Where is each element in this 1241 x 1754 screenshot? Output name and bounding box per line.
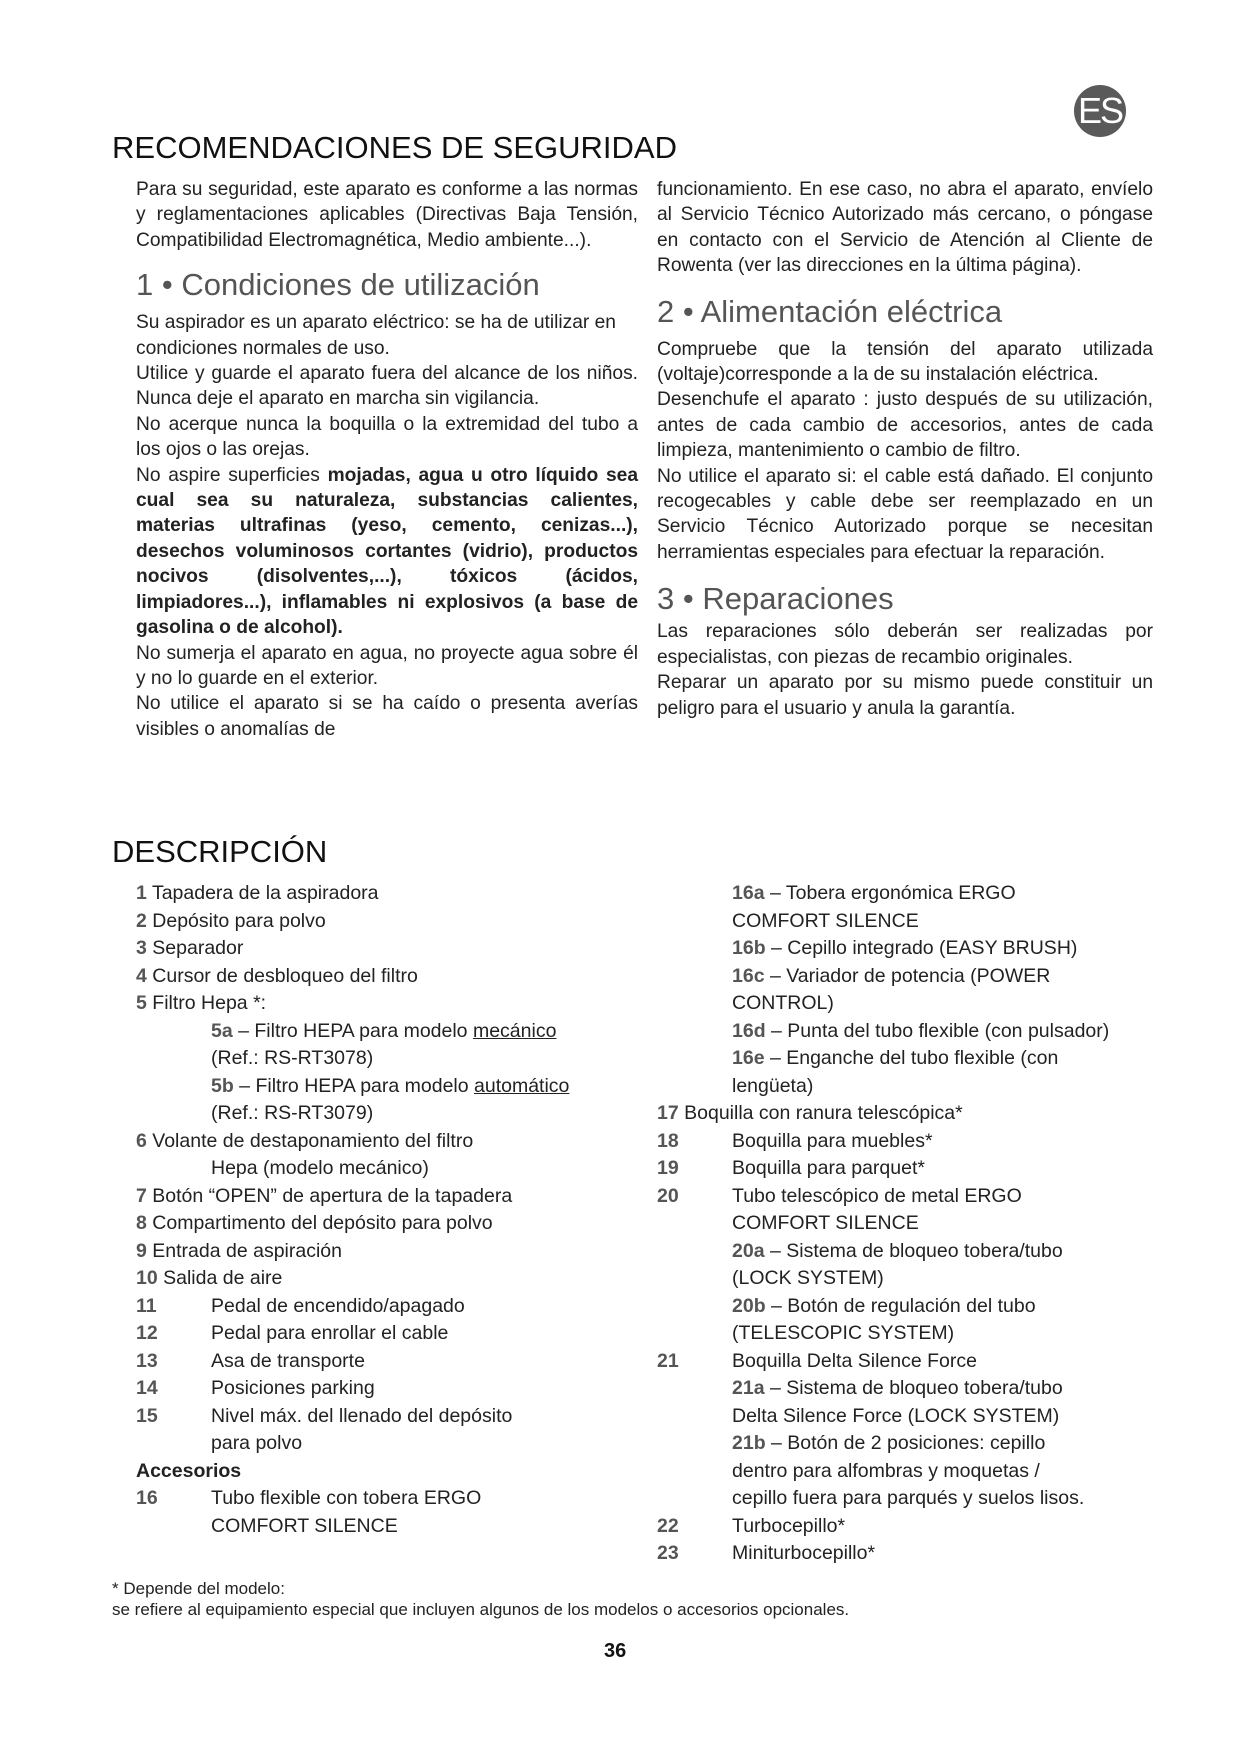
footnote-line-2: se refiere al equipamiento especial que incluyen algunos de los modelos o accesorios opcionales. <box>112 1600 850 1619</box>
list-item: 23 Miniturbocepillo* <box>657 1542 876 1564</box>
list-item: (TELESCOPIC SYSTEM) <box>732 1322 955 1344</box>
sec1-paragraph-3: No acerque nunca la boquilla o la extremidad del tubo a los ojos o las orejas. <box>136 413 638 461</box>
safety-left-column <box>136 177 638 742</box>
list-item: (Ref.: RS-RT3079) <box>211 1102 374 1124</box>
list-item: 16c – Variador de potencia (POWER <box>732 964 1051 987</box>
sec2-paragraph-1: Compruebe que la tensión del aparato utilizada (voltaje)corresponde a la de su instalación eléctrica. <box>657 338 1153 386</box>
description-heading: DESCRIPCIÓN <box>112 834 328 869</box>
parts-list-right <box>657 880 1177 1568</box>
list-item: para polvo <box>211 1432 303 1454</box>
sec2-paragraph-2: Desenchufe el aparato : justo después de su utilización, antes de cada cambio de accesorios, antes de cada limpieza, mantenimiento o cambio de filtro. <box>657 389 1153 462</box>
sec1-paragraph-6: No utilice el aparato si se ha caído o presenta averías visibles o anomalías de <box>136 693 638 740</box>
list-item: cepillo fuera para parqués y suelos lisos. <box>732 1487 1085 1509</box>
list-item: 4 Cursor de desbloqueo del filtro <box>136 964 418 987</box>
list-item: 14 Posiciones parking <box>136 1377 375 1399</box>
list-item: 21a – Sistema de bloqueo tobera/tubo <box>732 1377 1063 1399</box>
list-item: 5b – Filtro HEPA para modelo automático <box>211 1074 570 1097</box>
list-item: dentro para alfombras y moquetas / <box>732 1459 1040 1482</box>
sec2-paragraph-3: No utilice el aparato si: el cable está dañado. El conjunto recogecables y cable debe ser reemplazado en un Servicio Técnico Autorizado porque se necesitan herramientas especiales para efectuar la reparación. <box>657 465 1153 563</box>
footnote <box>112 1578 849 1620</box>
list-item: 19 Boquilla para parquet* <box>657 1157 925 1179</box>
list-item: 18 Boquilla para muebles* <box>657 1129 933 1152</box>
list-item: 9 Entrada de aspiración <box>136 1239 342 1262</box>
language-badge: ES <box>1074 85 1126 137</box>
parts-list-left <box>136 880 636 1540</box>
sec1-p4-bold: mojadas, agua u otro líquido sea cual sea su naturaleza, substancias calientes, materias ultrafinas (yeso, cemento, cenizas...), desechos voluminosos cortantes (vidrio), productos nocivos (disolventes,...), tóxicos (ácidos, limpiadores...), inflamables ni explosivos (a base de gasolina o de alcohol). <box>136 464 638 639</box>
sec3-paragraph-1: Las reparaciones sólo deberán ser realizadas por especialistas, con piezas de recambio originales. <box>657 621 1153 668</box>
list-item: 6 Volante de destaponamiento del filtro <box>136 1129 474 1152</box>
list-item: 16 Tubo flexible con tobera ERGO <box>136 1487 482 1509</box>
safety-heading: RECOMENDACIONES DE SEGURIDAD <box>112 130 677 165</box>
page-number: 36 <box>604 1640 627 1662</box>
sec1-paragraph-6-continued: funcionamiento. En ese caso, no abra el aparato, envíelo al Servicio Técnico Autorizado más cercano, o póngase en contacto con el Servicio de Atención al Cliente de Rowenta (ver las direcciones en la última página). <box>657 179 1153 277</box>
list-item: 21 Boquilla Delta Silence Force <box>657 1349 977 1372</box>
list-item: 12 Pedal para enrollar el cable <box>136 1322 449 1344</box>
list-item: 15 Nivel máx. del llenado del depósito <box>136 1404 513 1427</box>
list-item: 1 Tapadera de la aspiradora <box>136 882 379 904</box>
list-item: 13 Asa de transporte <box>136 1349 365 1372</box>
sec1-paragraph-4 <box>136 463 638 641</box>
list-item: 5a – Filtro HEPA para modelo mecánico <box>211 1019 557 1042</box>
list-item: 16e – Enganche del tubo flexible (con <box>732 1047 1059 1069</box>
list-item: lengüeta) <box>732 1074 814 1097</box>
list-item: (LOCK SYSTEM) <box>732 1267 884 1289</box>
list-item: 17 Boquilla con ranura telescópica* <box>657 1102 963 1124</box>
list-item: 3 Separador <box>136 937 244 959</box>
sec1-paragraph-1: Su aspirador es un aparato eléctrico: se ha de utilizar en condiciones normales de uso. <box>136 312 616 359</box>
sec1-paragraph-2: Utilice y guarde el aparato fuera del alcance de los niños. Nunca deje el aparato en marcha sin vigilancia. <box>136 363 638 410</box>
list-item: 20a – Sistema de bloqueo tobera/tubo <box>732 1239 1063 1262</box>
list-item: 11 Pedal de encendido/apagado <box>136 1294 465 1317</box>
list-item: 8 Compartimento del depósito para polvo <box>136 1212 493 1234</box>
list-item: 20b – Botón de regulación del tubo <box>732 1294 1036 1317</box>
list-item: 16b – Cepillo integrado (EASY BRUSH) <box>732 937 1078 959</box>
intro-paragraph: Para su seguridad, este aparato es conforme a las normas y reglamentaciones aplicables (Directivas Baja Tensión, Compatibilidad Electromagnética, Medio ambiente...). <box>136 179 638 251</box>
safety-right-column <box>657 177 1153 721</box>
list-item: 10 Salida de aire <box>136 1267 283 1289</box>
list-item: CONTROL) <box>732 992 834 1014</box>
list-item: 16a – Tobera ergonómica ERGO <box>732 882 1016 904</box>
section-2-title: 2 • Alimentación eléctrica <box>657 293 1003 329</box>
list-item: Hepa (modelo mecánico) <box>211 1157 429 1179</box>
list-item: (Ref.: RS-RT3078) <box>211 1047 374 1069</box>
list-item: 21b – Botón de 2 posiciones: cepillo <box>732 1432 1046 1454</box>
list-item: 22 Turbocepillo* <box>657 1514 846 1537</box>
sec1-p4-plain: No aspire superficies <box>136 464 328 486</box>
list-item: 16d – Punta del tubo flexible (con pulsador) <box>732 1019 1110 1042</box>
list-item: COMFORT SILENCE <box>211 1514 398 1537</box>
section-1-title: 1 • Condiciones de utilización <box>136 267 540 303</box>
list-item: 20 Tubo telescópico de metal ERGO <box>657 1184 1022 1207</box>
list-item: Delta Silence Force (LOCK SYSTEM) <box>732 1404 1060 1427</box>
accessories-label: Accesorios <box>136 1459 242 1482</box>
footnote-line-1: * Depende del modelo: <box>112 1579 285 1598</box>
list-item: 5 Filtro Hepa *: <box>136 992 267 1014</box>
section-3-title: 3 • Reparaciones <box>657 581 894 617</box>
list-item: 7 Botón “OPEN” de apertura de la tapadera <box>136 1184 513 1207</box>
sec3-paragraph-2: Reparar un aparato por su mismo puede constituir un peligro para el usuario y anula la garantía. <box>657 672 1153 719</box>
list-item: 2 Depósito para polvo <box>136 909 326 932</box>
sec1-paragraph-5: No sumerja el aparato en agua, no proyecte agua sobre él y no lo guarde en el exterior. <box>136 642 638 689</box>
list-item: COMFORT SILENCE <box>732 909 919 932</box>
list-item: COMFORT SILENCE <box>732 1212 919 1234</box>
